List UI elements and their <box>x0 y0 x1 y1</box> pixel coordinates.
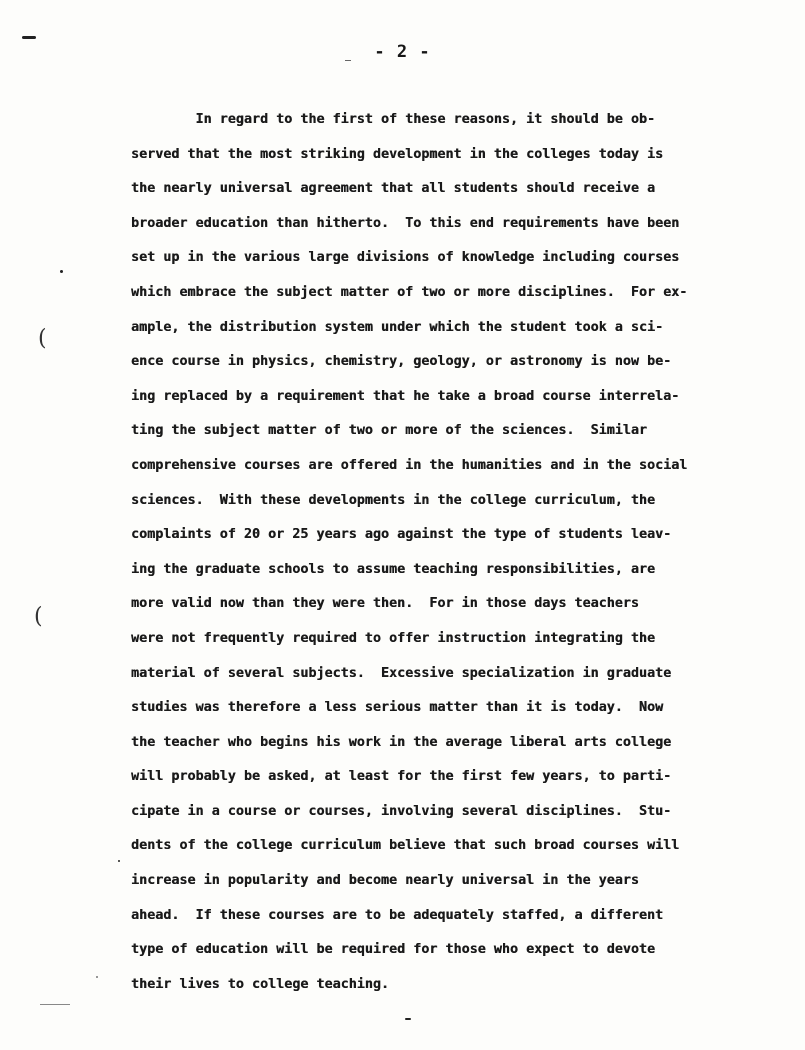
text-line: complaints of 20 or 25 years ago against the type of students leav- <box>131 527 672 543</box>
text-line: their lives to college teaching. <box>131 976 389 992</box>
body-paragraph <box>131 108 731 1007</box>
text-line: will probably be asked, at least for the first few years, to parti- <box>131 769 672 785</box>
text-line: ample, the distribution system under which the student took a sci- <box>131 319 664 335</box>
margin-mark: ( <box>34 604 43 629</box>
text-line: increase in popularity and become nearly universal in the years <box>131 873 639 889</box>
text-line: broader education than hitherto. To this end requirements have been <box>131 215 680 231</box>
scan-speck <box>118 860 120 862</box>
page-number: - 2 - <box>374 42 431 62</box>
text-line: ting the subject matter of two or more of the sciences. Similar <box>131 423 647 439</box>
text-line: ing replaced by a requirement that he take a broad course interrela- <box>131 388 680 404</box>
text-line: set up in the various large divisions of knowledge including courses <box>131 250 680 266</box>
text-line: which embrace the subject matter of two or more disciplines. For ex- <box>131 284 688 300</box>
text-line: dents of the college curriculum believe that such broad courses will <box>131 838 680 854</box>
text-line: sciences. With these developments in the college curriculum, the <box>131 492 656 508</box>
text-line: served that the most striking development in the colleges today is <box>131 146 664 162</box>
scan-speck <box>405 1018 411 1020</box>
text-line: more valid now than they were then. For in those days teachers <box>131 596 639 612</box>
scan-speck <box>22 36 36 39</box>
text-line: ing the graduate schools to assume teaching responsibilities, are <box>131 561 656 577</box>
scan-speck <box>60 270 63 273</box>
text-line: the teacher who begins his work in the average liberal arts college <box>131 734 672 750</box>
text-line: material of several subjects. Excessive specialization in graduate <box>131 665 672 681</box>
text-line: In regard to the first of these reasons, it should be ob- <box>131 112 656 127</box>
text-line: type of education will be required for those who expect to devote <box>131 942 656 958</box>
scan-speck <box>345 60 351 61</box>
text-line: ahead. If these courses are to be adequately staffed, a different <box>131 907 664 923</box>
text-line: comprehensive courses are offered in the humanities and in the social <box>131 457 688 473</box>
scan-speck <box>40 1004 70 1005</box>
scan-speck <box>96 976 98 978</box>
text-line: studies was therefore a less serious matter than it is today. Now <box>131 700 664 716</box>
text-line: were not frequently required to offer instruction integrating the <box>131 630 656 646</box>
text-line: ence course in physics, chemistry, geology, or astronomy is now be- <box>131 354 672 370</box>
margin-mark: ( <box>38 326 47 351</box>
text-line: cipate in a course or courses, involving several disciplines. Stu- <box>131 803 672 819</box>
text-line: the nearly universal agreement that all students should receive a <box>131 181 656 197</box>
